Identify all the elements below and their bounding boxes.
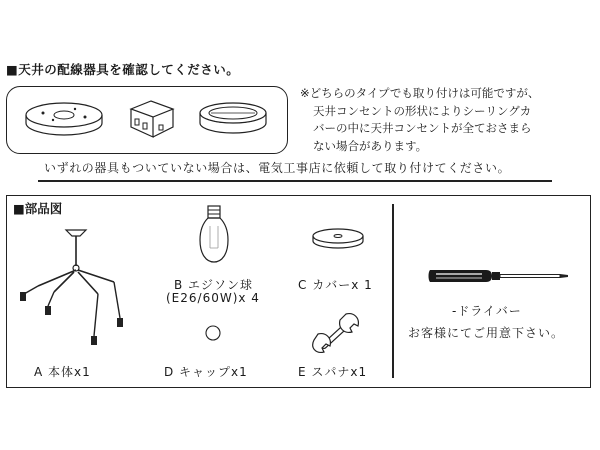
edison-bulb-icon [196,204,232,266]
chandelier-body-icon [14,226,124,356]
note-line: バーの中に天井コンセントが全ておさまら [313,121,532,135]
note-line: 天井コンセントの形状によりシーリングカ [313,103,532,118]
note-line: ない場合があります。 [313,138,428,153]
note-line: ※どちらのタイプでも取り付けは可能ですが、 [300,86,540,100]
driver-note: お客様にてご用意下さい。 [408,326,565,340]
section-title-ceiling: ■天井の配線器具を確認してください。 [6,62,240,77]
section-title-parts: ■部品図 [13,201,63,216]
warning-underline [38,180,552,182]
screwdriver-icon [426,262,576,290]
box-junction-icon [125,97,177,143]
electrician-warning: いずれの器具もついていない場合は、電気工事店に依頼して取り付けてください。 [44,161,511,175]
part-label-d: D キャップx1 [164,365,248,379]
round-ceiling-rosette-icon [23,99,105,139]
cap-ring-icon [204,324,222,342]
parts-divider [392,204,394,378]
hook-ceiling-icon [197,99,269,139]
part-label-e: E スパナx1 [298,365,368,379]
part-label-b: B エジソン球 [174,278,254,292]
cover-disc-icon [310,226,366,252]
ceiling-fixtures-panel [6,86,288,154]
driver-label: -ドライバー [452,304,522,318]
spanner-icon [310,310,360,354]
part-label-c: C カバーx 1 [298,278,373,292]
part-label-b-spec: (E26/60W)x 4 [166,291,260,305]
note-text [300,85,590,155]
part-label-a: A 本体x1 [34,365,91,379]
